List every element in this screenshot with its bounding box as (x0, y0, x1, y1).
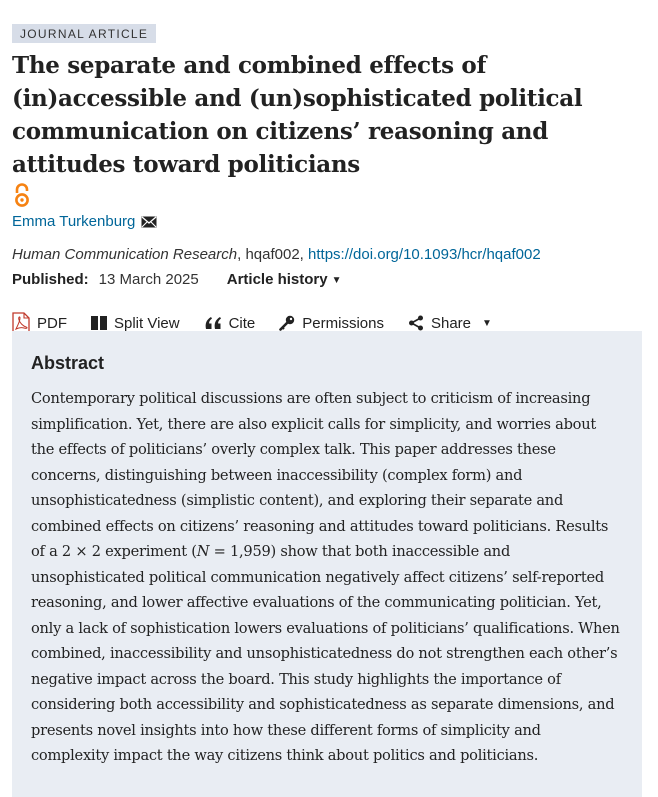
key-icon (279, 315, 295, 331)
share-label: Share (430, 314, 471, 332)
abstract-section (12, 331, 642, 797)
share-icon (408, 315, 424, 331)
sample-size-symbol: N (196, 543, 210, 560)
article-history-toggle[interactable] (227, 271, 342, 288)
abstract-text-part-1: Contemporary political discussions are often subject to criticism of increasing simplification. Yet, there are also explicit calls for simplicity, and worries about the effects of politicians’ overly complex talk. This paper addresses these concerns, distinguishing between inaccessibility (complex form) and unsophisticatedness (simplistic content), and exploring their separate and combined effects on citizens’ reasoning and attitudes toward politicians. Results of a 2 × 2 experiment ( (31, 390, 609, 560)
sample-size-value: = 1,959 (209, 543, 271, 560)
citation-line (12, 246, 642, 263)
caret-down-icon: ▼ (482, 317, 492, 329)
published-label: Published: (12, 271, 89, 288)
journal-name: Human Communication Research (12, 246, 238, 263)
publication-row (12, 271, 642, 288)
article-header (12, 24, 642, 350)
open-access-icon (12, 183, 32, 209)
quote-icon (204, 316, 222, 330)
caret-down-icon: ▼ (331, 275, 342, 286)
pdf-label: PDF (37, 314, 67, 332)
split-view-label: Split View (114, 314, 180, 332)
cite-label: Cite (228, 314, 256, 332)
doi-link[interactable]: https://doi.org/10.1093/hcr/hqaf002 (308, 246, 541, 263)
article-title: The separate and combined effects of (in)accessible and (un)sophisticated political communication on citizens’ reasoning and attitudes toward politicians (12, 52, 583, 178)
article-history-label: Article history (226, 271, 328, 288)
abstract-body (31, 386, 623, 769)
abstract-text-part-2: ) show that both inaccessible and unsophisticated political communication negatively affect citizens’ self-reported reasoning, and lower affective evaluations of the communicating politician. Yet, only a lack of sophistication lowers evaluations of politicians’ qualifications. When combined, inaccessibility and unsophisticatedness do not strengthen each other’s negative impact across the board. This study highlights the importance of considering both accessibility and sophisticatedness as separate dimensions, and presents novel insights into how these different forms of simplicity and complexity impact the way citizens think about politics and politicians. (31, 543, 620, 764)
author-row (12, 213, 642, 230)
split-view-icon (91, 316, 107, 330)
permissions-label: Permissions (302, 314, 384, 332)
article-type-badge: JOURNAL ARTICLE (12, 24, 156, 43)
author-link[interactable]: Emma Turkenburg (12, 213, 136, 230)
article-id: , hqaf002, (237, 246, 309, 263)
published-date: 13 March 2025 (98, 271, 199, 288)
envelope-icon[interactable] (141, 216, 157, 228)
abstract-heading: Abstract (31, 353, 105, 373)
